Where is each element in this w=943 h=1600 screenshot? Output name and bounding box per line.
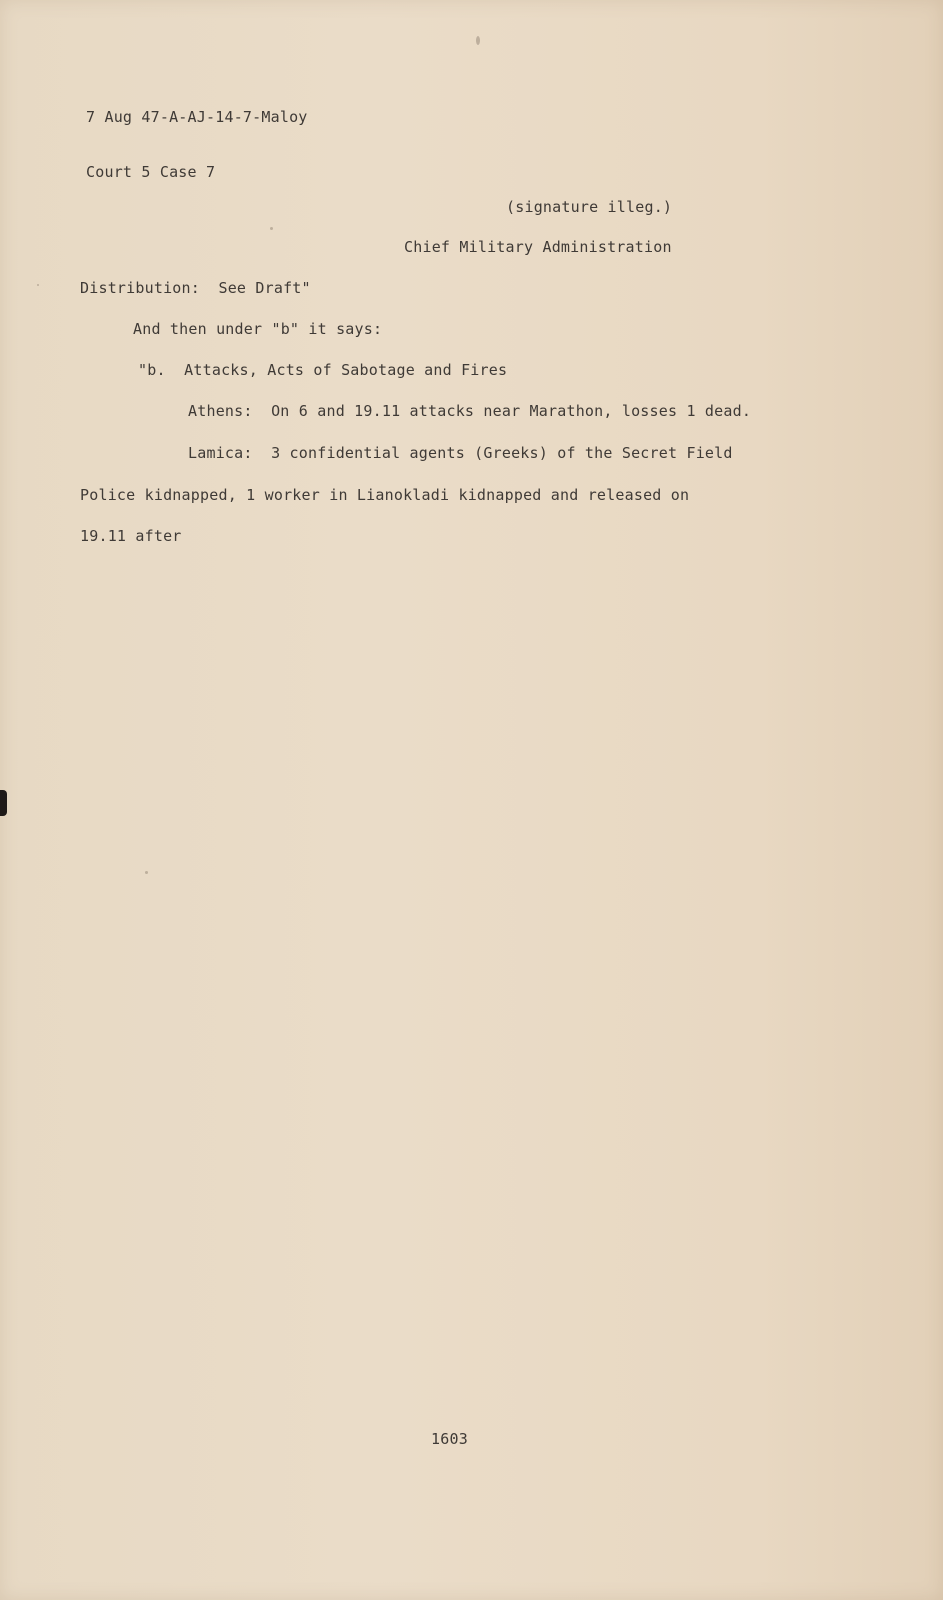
paper-speck — [37, 284, 39, 286]
athens-entry: Athens: On 6 and 19.11 attacks near Marathon, losses 1 dead. — [188, 402, 752, 420]
section-b-heading: "b. Attacks, Acts of Sabotage and Fires — [138, 361, 508, 379]
distribution-line: Distribution: See Draft" — [80, 279, 311, 297]
intro-line: And then under "b" it says: — [133, 320, 383, 338]
police-entry: Police kidnapped, 1 worker in Lianokladi kidnapped and released on — [80, 486, 690, 504]
header-line-2: Court 5 Case 7 — [86, 163, 216, 181]
after-entry: 19.11 after — [80, 527, 182, 545]
paper-speck — [270, 227, 273, 230]
paper-speck — [145, 871, 148, 874]
binding-mark — [0, 790, 7, 816]
header-line-1: 7 Aug 47-A-AJ-14-7-Maloy — [86, 108, 308, 126]
signatory-title: Chief Military Administration — [404, 238, 672, 256]
signature-line: (signature illeg.) — [506, 198, 673, 216]
page-number: 1603 — [431, 1430, 468, 1448]
lamica-entry: Lamica: 3 confidential agents (Greeks) of the Secret Field — [188, 444, 733, 462]
paper-speck — [476, 36, 480, 45]
document-header — [86, 72, 308, 218]
